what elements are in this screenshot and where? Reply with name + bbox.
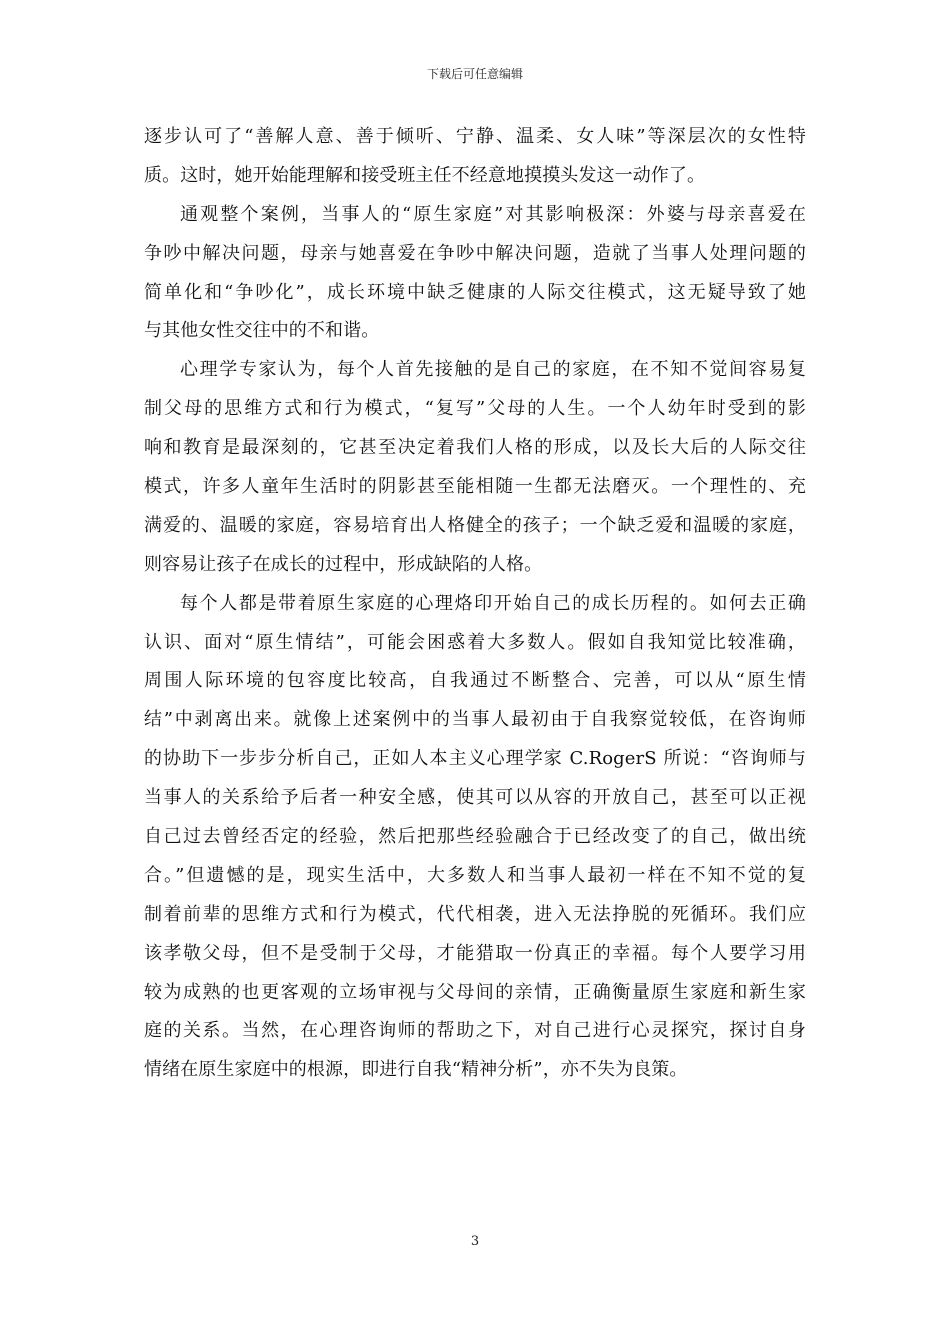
text-line: 该孝敬父母，但不是受制于父母，才能猎取一份真正的幸福。每个人要学习用 (144, 942, 806, 964)
text-line: 模式，许多人童年生活时的阴影甚至能相随一生都无法磨灭。一个理性的、充 (144, 476, 806, 498)
text-line: 合。”但遗憾的是，现实生活中，大多数人和当事人最初一样在不知不觉的复 (144, 864, 806, 886)
text-line: 庭的关系。当然，在心理咨询师的帮助之下，对自己进行心灵探究，探讨自身 (144, 1020, 806, 1042)
text-line: 认识、面对“原生情结”，可能会困惑着大多数人。假如自我知觉比较准确， (144, 631, 806, 653)
text-line: 则容易让孩子在成长的过程中，形成缺陷的人格。 (144, 553, 543, 575)
text-line: 每个人都是带着原生家庭的心理烙印开始自己的成长历程的。如何去正确 (180, 592, 806, 614)
text-line: 制父母的思维方式和行为模式，“复写”父母的人生。一个人幼年时受到的影 (144, 398, 806, 420)
page-header: 下载后可任意编辑 (426, 67, 523, 81)
text-line: 自己过去曾经否定的经验，然后把那些经验融合于已经改变了的自己，做出统 (144, 826, 806, 848)
text-line: 响和教育是最深刻的，它甚至决定着我们人格的形成，以及长大后的人际交往 (144, 437, 806, 459)
text-line: 情绪在原生家庭中的根源，即进行自我“精神分析”，亦不失为良策。 (144, 1059, 688, 1081)
text-line: 制着前辈的思维方式和行为模式，代代相袭，进入无法挣脱的死循环。我们应 (144, 903, 806, 925)
text-line: 通观整个案例，当事人的“原生家庭”对其影响极深：外婆与母亲喜爱在 (180, 203, 806, 225)
text-line: 的协助下一步步分析自己，正如人本主义心理学家 C.RogerS 所说：“咨询师与 (144, 748, 806, 770)
text-line: 与其他女性交往中的不和谐。 (144, 320, 380, 342)
text-line: 质。这时，她开始能理解和接受班主任不经意地摸摸头发这一动作了。 (144, 164, 706, 186)
text-line: 周围人际环境的包容度比较高，自我通过不断整合、完善，可以从“原生情 (144, 670, 806, 692)
text-line: 逐步认可了“善解人意、善于倾听、宁静、温柔、女人味”等深层次的女性特 (144, 126, 806, 147)
page-number: 3 (470, 1234, 480, 1249)
text-line: 简单化和“争吵化”，成长环境中缺乏健康的人际交往模式，这无疑导致了她 (144, 281, 806, 303)
text-line: 满爱的、温暖的家庭，容易培育出人格健全的孩子；一个缺乏爱和温暖的家庭， (144, 514, 806, 536)
text-line: 争吵中解决问题，母亲与她喜爱在争吵中解决问题，造就了当事人处理问题的 (144, 242, 806, 264)
text-line: 当事人的关系给予后者一种安全感，使其可以从容的开放自己，甚至可以正视 (144, 787, 806, 809)
text-line: 较为成熟的也更客观的立场审视与父母间的亲情，正确衡量原生家庭和新生家 (144, 981, 806, 1003)
text-line: 心理学专家认为，每个人首先接触的是自己的家庭，在不知不觉间容易复 (180, 359, 806, 381)
text-line: 结”中剥离出来。就像上述案例中的当事人最初由于自我察觉较低，在咨询师 (144, 709, 806, 731)
document-body (144, 118, 806, 1090)
